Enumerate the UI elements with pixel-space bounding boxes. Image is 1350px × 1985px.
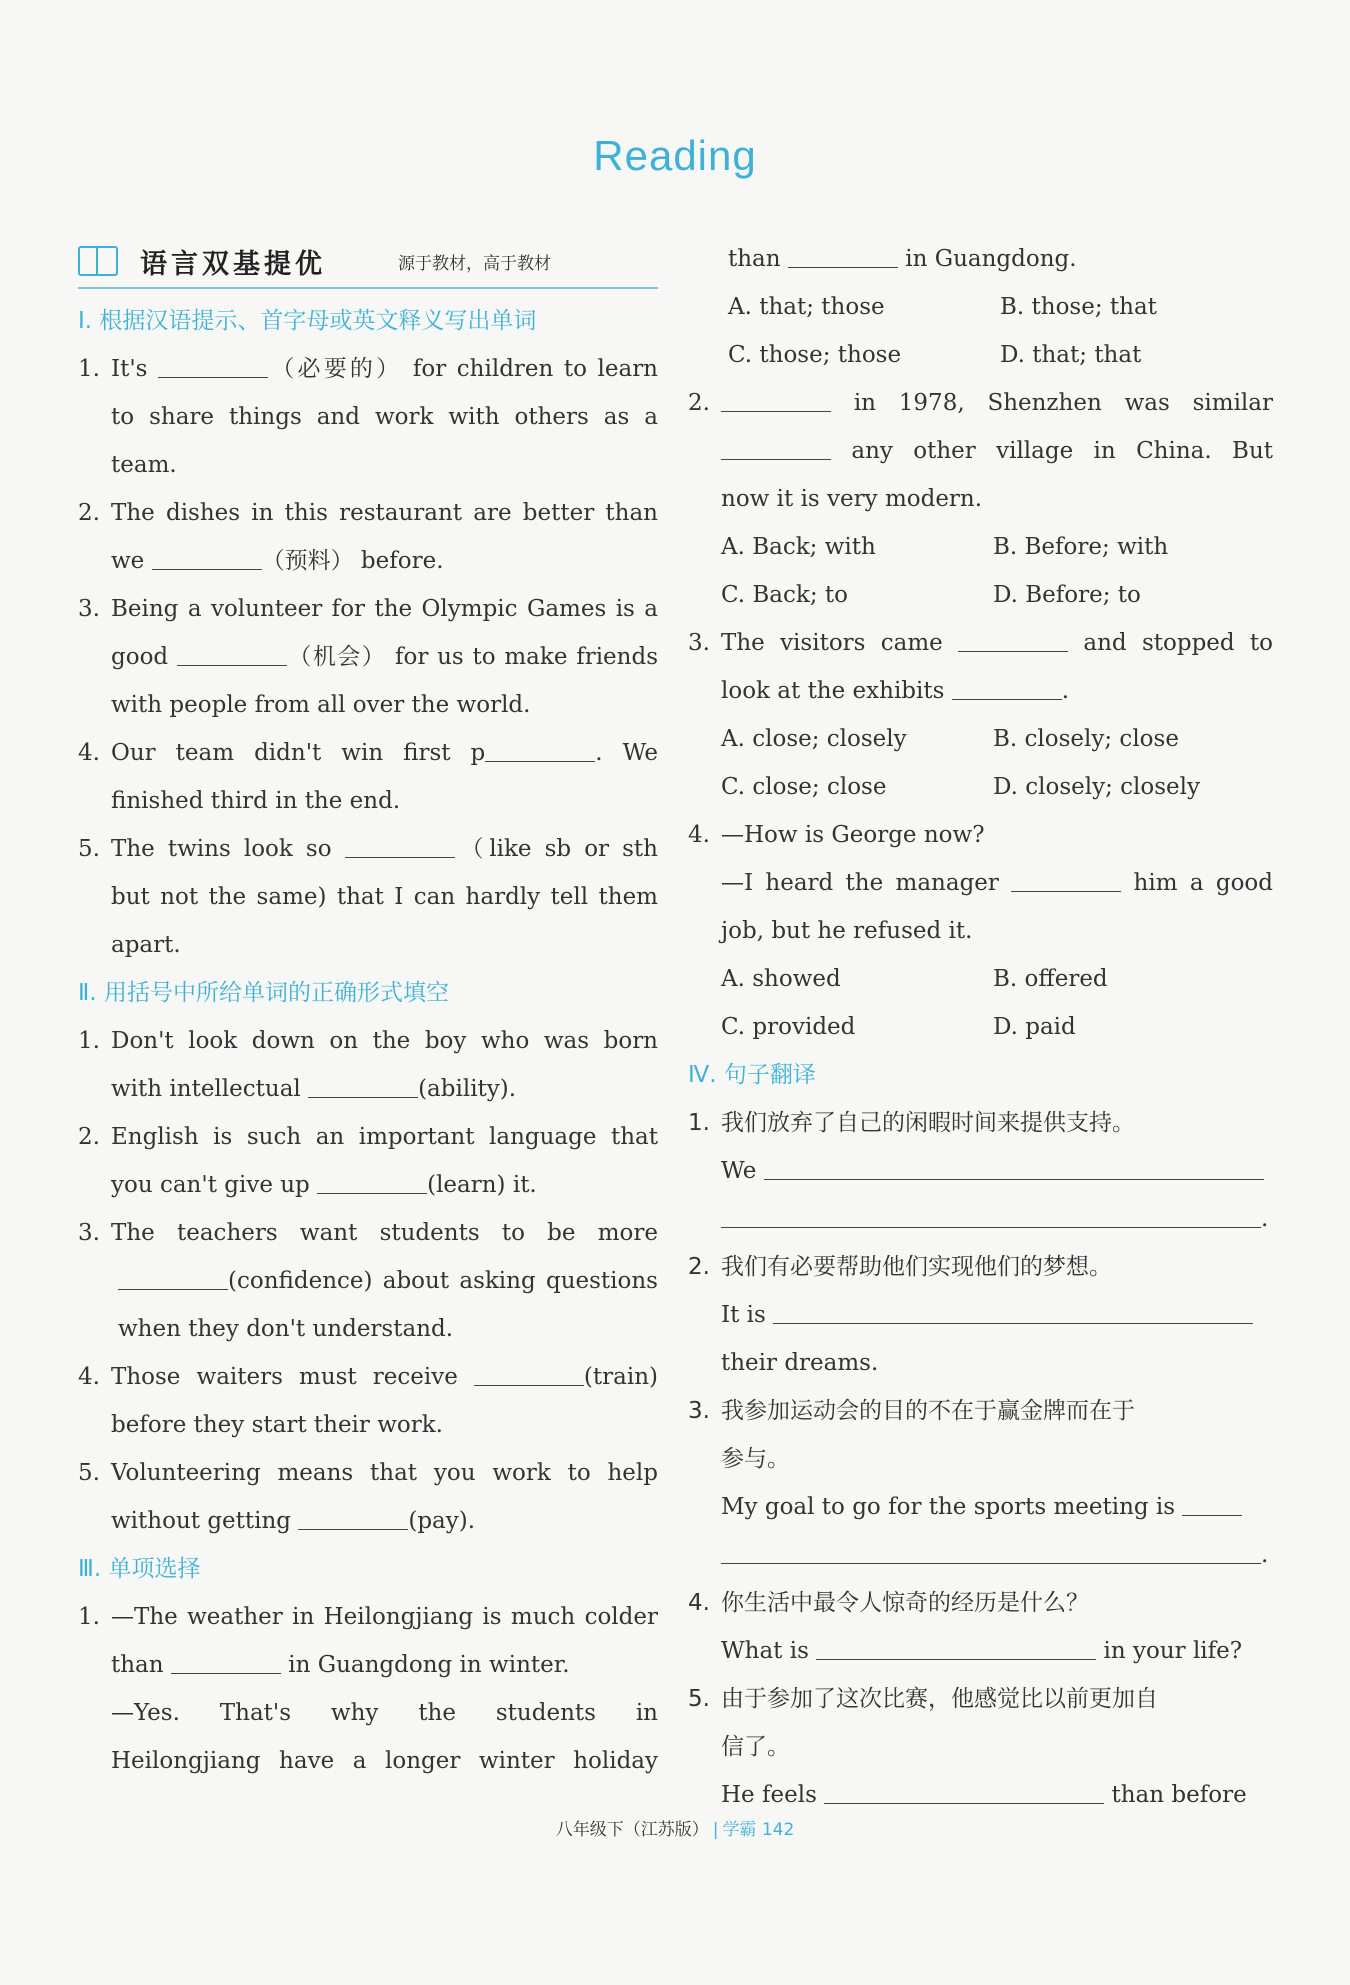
option-c[interactable]: C. provided — [721, 1014, 856, 1040]
answer-blank[interactable] — [298, 1505, 408, 1530]
question-line: We — [688, 1147, 1273, 1195]
answer-blank[interactable] — [474, 1361, 584, 1386]
question-line: My goal to go for the sports meeting is — [688, 1483, 1273, 1531]
question-line: 5. 由于参加了这次比赛，他感觉比以前更加自 — [688, 1686, 1158, 1712]
question-line: 1. Don't look down on the boy who was born — [78, 1028, 658, 1054]
section-header — [78, 235, 658, 289]
option-c[interactable]: C. those; those — [728, 342, 902, 368]
book-icon — [78, 246, 118, 276]
option-b[interactable]: B. Before; with — [993, 534, 1169, 560]
option-d[interactable]: D. Before; to — [993, 582, 1141, 608]
answer-blank[interactable] — [118, 1265, 228, 1290]
question-line: 4. Our team didn't win first p . We — [78, 729, 658, 777]
question-line: with intellectual (ability). — [78, 1065, 658, 1113]
question-line: you can't give up (learn) it. — [78, 1161, 658, 1209]
question-line: 2. The dishes in this restaurant are better than — [78, 500, 658, 526]
answer-blank[interactable] — [177, 641, 287, 666]
options-row — [688, 763, 1273, 811]
header-title: 语言双基提优 — [140, 248, 326, 280]
question-line: than in Guangdong. — [688, 235, 1273, 283]
question-line: 2. in 1978, Shenzhen was similar — [688, 379, 1273, 427]
question-line: than in Guangdong in winter. — [78, 1641, 658, 1689]
option-a[interactable]: A. showed — [721, 966, 841, 992]
question-line: their dreams. — [721, 1350, 879, 1376]
answer-blank[interactable] — [764, 1155, 1264, 1180]
footer-grade: 八年级下（江苏版） — [555, 1820, 709, 1840]
question-line: 3. The teachers want students to be more — [78, 1220, 658, 1246]
answer-blank[interactable] — [816, 1635, 1096, 1660]
question-line: but not the same) that I can hardly tell them — [111, 884, 658, 910]
question-line: 1. —The weather in Heilongjiang is much colder — [78, 1604, 658, 1630]
question-line: 4. —How is George now? — [688, 822, 985, 848]
options-row — [688, 283, 1273, 331]
question-line: 3. 我参加运动会的目的不在于赢金牌而在于 — [688, 1398, 1135, 1424]
option-c[interactable]: C. Back; to — [721, 582, 848, 608]
page-title: Reading — [593, 132, 757, 179]
answer-blank[interactable] — [345, 833, 455, 858]
section-4-heading: Ⅳ. 句子翻译 — [688, 1062, 816, 1088]
question-line: . — [688, 1531, 1273, 1579]
section-3-heading: Ⅲ. 单项选择 — [78, 1556, 201, 1582]
answer-blank[interactable] — [773, 1299, 1253, 1324]
options-row — [688, 331, 1273, 379]
option-d[interactable]: D. that; that — [1000, 342, 1142, 368]
answer-blank[interactable] — [721, 1203, 1261, 1228]
question-line: any other village in China. But — [688, 427, 1273, 475]
question-line: (confidence) about asking questions — [78, 1257, 658, 1305]
question-line: before they start their work. — [111, 1412, 443, 1438]
option-d[interactable]: D. paid — [993, 1014, 1076, 1040]
question-line: 1. It's （必要的） for children to learn — [78, 345, 658, 393]
answer-blank[interactable] — [958, 627, 1068, 652]
question-line: look at the exhibits . — [688, 667, 1273, 715]
options-row — [688, 571, 1273, 619]
option-a[interactable]: A. Back; with — [721, 534, 876, 560]
answer-blank[interactable] — [317, 1169, 427, 1194]
options-row — [688, 715, 1273, 763]
question-line: —I heard the manager him a good — [688, 859, 1273, 907]
question-line: It is — [688, 1291, 1273, 1339]
option-a[interactable]: A. that; those — [728, 294, 885, 320]
question-line: without getting (pay). — [78, 1497, 658, 1545]
option-d[interactable]: D. closely; closely — [993, 774, 1200, 800]
answer-blank[interactable] — [952, 675, 1062, 700]
options-row — [688, 1003, 1273, 1051]
answer-blank[interactable] — [721, 1539, 1261, 1564]
question-line: finished third in the end. — [111, 788, 401, 814]
question-line: with people from all over the world. — [111, 692, 531, 718]
answer-blank[interactable] — [308, 1073, 418, 1098]
answer-blank[interactable] — [152, 545, 262, 570]
question-line: good （机会） for us to make friends — [78, 633, 658, 681]
answer-blank[interactable] — [788, 243, 898, 268]
right-column — [688, 235, 1273, 1819]
question-line: 4. 你生活中最令人惊奇的经历是什么？ — [688, 1590, 1089, 1616]
answer-blank[interactable] — [1182, 1491, 1242, 1516]
option-c[interactable]: C. close; close — [721, 774, 887, 800]
answer-blank[interactable] — [721, 435, 831, 460]
question-line: apart. — [111, 932, 181, 958]
question-line: when they don't understand. — [118, 1316, 454, 1342]
option-b[interactable]: B. offered — [993, 966, 1108, 992]
question-line: 3. Being a volunteer for the Olympic Games is a — [78, 596, 658, 622]
answer-blank[interactable] — [485, 737, 595, 762]
option-a[interactable]: A. close; closely — [721, 726, 907, 752]
section-2-heading: Ⅱ. 用括号中所给单词的正确形式填空 — [78, 980, 449, 1006]
question-line: . — [688, 1195, 1273, 1243]
question-line: 参与。 — [721, 1446, 790, 1472]
left-column — [78, 235, 658, 1785]
footer-separator: | — [712, 1820, 719, 1840]
option-b[interactable]: B. those; that — [1000, 294, 1157, 320]
question-line: —Yes. That's why the students in — [111, 1700, 658, 1726]
question-line: 4. Those waiters must receive (train) — [78, 1353, 658, 1401]
question-line: job, but he refused it. — [721, 918, 973, 944]
question-line: now it is very modern. — [721, 486, 983, 512]
question-line: Heilongjiang have a longer winter holiday — [111, 1748, 658, 1774]
question-line: 3. The visitors came and stopped to — [688, 619, 1273, 667]
footer-brand: 学霸 — [722, 1820, 757, 1840]
page-number: 142 — [761, 1820, 795, 1840]
question-line: What is in your life? — [688, 1627, 1273, 1675]
options-row — [688, 523, 1273, 571]
question-line: 5. The twins look so （like sb or sth — [78, 825, 658, 873]
question-line: He feels than before — [688, 1771, 1273, 1819]
answer-blank[interactable] — [171, 1649, 281, 1674]
option-b[interactable]: B. closely; close — [993, 726, 1179, 752]
question-line: 信了。 — [721, 1734, 790, 1760]
header-subtitle: 源于教材，高于教材 — [398, 253, 551, 274]
question-line: 2. English is such an important language that — [78, 1124, 658, 1150]
page-footer — [0, 1815, 1350, 1840]
section-1-heading: Ⅰ. 根据汉语提示、首字母或英文释义写出单词 — [78, 308, 537, 334]
answer-blank[interactable] — [1011, 867, 1121, 892]
answer-blank[interactable] — [721, 387, 831, 412]
question-line: we （预料） before. — [78, 537, 658, 585]
question-line: 1. 我们放弃了自己的闲暇时间来提供支持。 — [688, 1110, 1135, 1136]
answer-blank[interactable] — [158, 353, 268, 378]
question-line: team. — [111, 452, 177, 478]
question-line: 2. 我们有必要帮助他们实现他们的梦想。 — [688, 1254, 1112, 1280]
question-line: to share things and work with others as a — [111, 404, 658, 430]
question-line: 5. Volunteering means that you work to help — [78, 1460, 658, 1486]
options-row — [688, 955, 1273, 1003]
answer-blank[interactable] — [824, 1779, 1104, 1804]
